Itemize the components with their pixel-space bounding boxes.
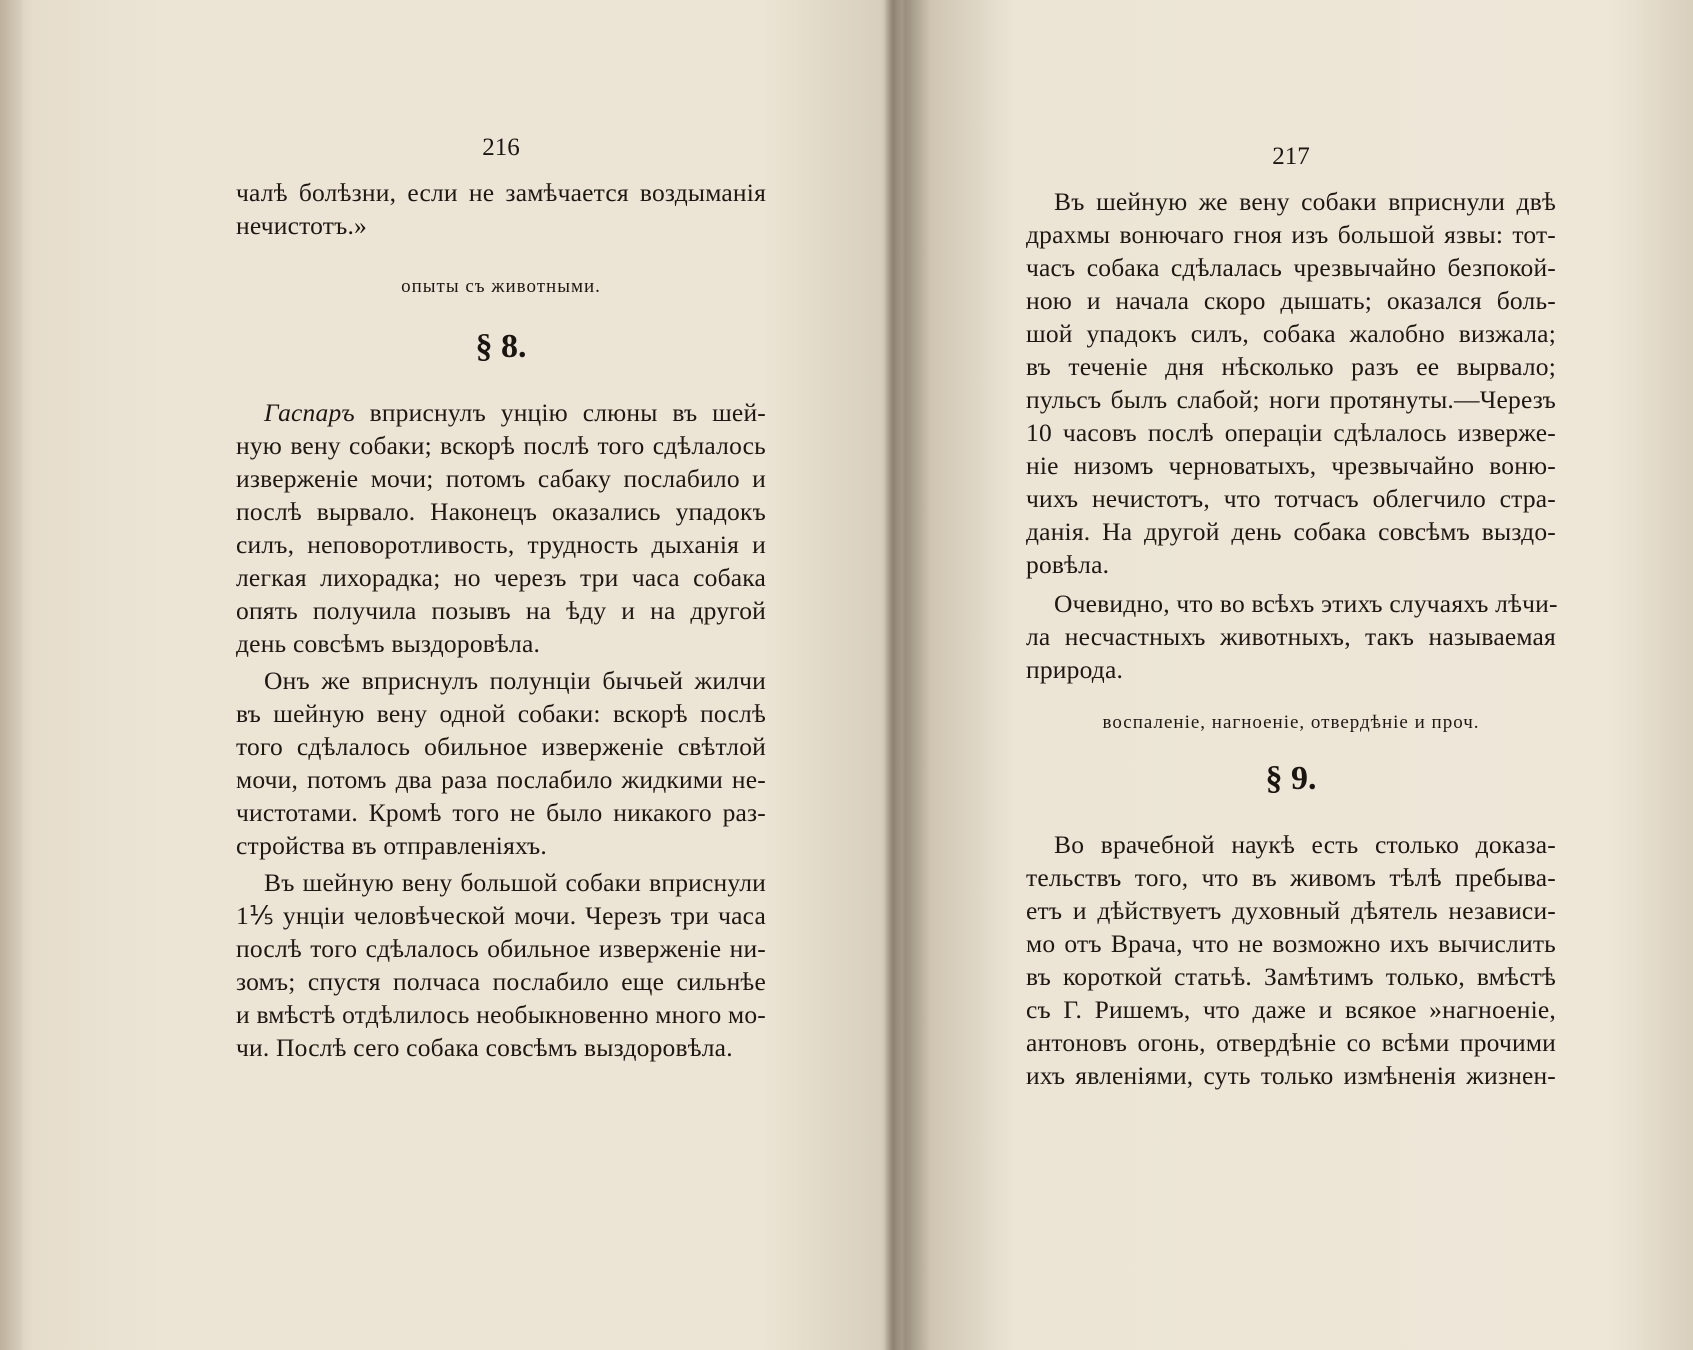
right-page bbox=[1026, 0, 1556, 1350]
right-heading: воспаленіе, нагноеніе, отвердѣніе и проч. bbox=[1102, 712, 1480, 733]
text-line: зомъ; спустя полчаса послабило еще сильнѣе bbox=[236, 967, 766, 996]
text-line: легкая лихорадка; но черезъ три часа собака bbox=[236, 563, 766, 592]
text-line: етъ и дѣйствуетъ духовный дѣятель независи- bbox=[1026, 896, 1556, 925]
left-intro bbox=[236, 176, 766, 242]
text-line: 1⅕ унціи человѣческой мочи. Черезъ три часа bbox=[236, 901, 766, 930]
left-paragraph-2 bbox=[236, 664, 766, 862]
text-line: чи. Послѣ сего собака совсѣмъ выздоровѣла. bbox=[236, 1033, 733, 1062]
right-paragraph-2 bbox=[1026, 587, 1556, 686]
text-line: часъ собака сдѣлалась чрезвычайно безпокой- bbox=[1026, 253, 1556, 282]
left-page-number: 216 bbox=[482, 134, 520, 161]
text-line: и вмѣстѣ отдѣлилось необыкновенно много мо- bbox=[236, 1000, 766, 1029]
text-line: антоновъ огонь, отвердѣніе со всѣми прочими bbox=[1026, 1028, 1556, 1057]
text-line: пульсъ былъ слабой; ноги протянуты.—Черезъ bbox=[1026, 385, 1556, 414]
text-line: Очевидно, что во всѣхъ этихъ случаяхъ лѣчи- bbox=[1054, 589, 1558, 618]
text-line: Во врачебной наукѣ есть столько доказа- bbox=[1054, 830, 1556, 859]
left-paragraph-3 bbox=[236, 866, 766, 1064]
right-paragraph-1 bbox=[1026, 185, 1556, 581]
text-line: въ короткой статьѣ. Замѣтимъ только, вмѣстѣ bbox=[1026, 962, 1556, 991]
text-line: того сдѣлалось обильное изверженіе свѣтлой bbox=[236, 732, 766, 761]
text-line bbox=[236, 396, 766, 429]
text-line: чихъ нечистотъ, что тотчасъ облегчило стра- bbox=[1026, 484, 1556, 513]
text-line: ла несчастныхъ животныхъ, такъ называемая bbox=[1026, 622, 1556, 651]
left-page bbox=[236, 0, 766, 1350]
text-line: ихъ явленіями, суть только измѣненія жизнен- bbox=[1026, 1061, 1556, 1090]
text-line: съ Г. Ришемъ, что даже и всякое »нагноеніе, bbox=[1026, 995, 1556, 1024]
text-line: мо отъ Врача, что не возможно ихъ вычислить bbox=[1026, 929, 1556, 958]
text-line: 10 часовъ послѣ операціи сдѣлалось изверже- bbox=[1026, 418, 1556, 447]
text-line: ную вену собаки; вскорѣ послѣ того сдѣлалось bbox=[236, 431, 766, 460]
text-line: силъ, неповоротливость, трудность дыханія и bbox=[236, 530, 766, 559]
text-line: въ теченіе дня нѣсколько разъ ее вырвало; bbox=[1026, 352, 1556, 381]
text-line: ною и начала скоро дышать; оказался боль- bbox=[1026, 286, 1556, 315]
section-8-heading: § 8. bbox=[475, 328, 527, 365]
text-line: шой упадокъ силъ, собака жалобно визжала; bbox=[1026, 319, 1556, 348]
text-line: Въ шейную вену большой собаки вприснули bbox=[264, 868, 766, 897]
text-line: данія. На другой день собака совсѣмъ выздо- bbox=[1026, 517, 1556, 546]
text-line: тельствъ того, что въ живомъ тѣлѣ пребыва- bbox=[1026, 863, 1556, 892]
text-line: природа. bbox=[1026, 655, 1124, 684]
text-line: послѣ вырвало. Наконецъ оказались упадокъ bbox=[236, 497, 766, 526]
author-name: Гаспаръ bbox=[264, 398, 355, 427]
text-line: нечистотъ.» bbox=[236, 211, 367, 240]
text-line: Въ шейную же вену собаки вприснули двѣ bbox=[1054, 187, 1556, 216]
text-line: чистотами. Кромѣ того не было никакого раз- bbox=[236, 798, 766, 827]
page-edge bbox=[0, 0, 22, 1350]
text-line: изверженіе мочи; потомъ сабаку послабило и bbox=[236, 464, 766, 493]
text-fragment: вприснулъ унцію слюны въ шей- bbox=[354, 398, 766, 427]
left-heading: опыты съ животными. bbox=[401, 276, 601, 297]
text-line: послѣ того сдѣлалось обильное изверженіе ни- bbox=[236, 934, 766, 963]
text-line: Онъ же вприснулъ полунціи бычьей жилчи bbox=[264, 666, 766, 695]
text-line: драхмы вонючаго гноя изъ большой язвы: тот- bbox=[1026, 220, 1556, 249]
text-line: чалѣ болѣзни, если не замѣчается воздыманія bbox=[236, 178, 766, 207]
text-line: день совсѣмъ выздоровѣла. bbox=[236, 629, 541, 658]
text-line: ніе низомъ черноватыхъ, чрезвычайно воню- bbox=[1026, 451, 1556, 480]
section-9-heading: § 9. bbox=[1265, 760, 1317, 797]
left-paragraph-1 bbox=[236, 396, 766, 660]
text-line: мочи, потомъ два раза послабило жидкими не- bbox=[236, 765, 766, 794]
text-line: въ шейную вену одной собаки: вскорѣ послѣ bbox=[236, 699, 766, 728]
text-line: стройства въ отправленіяхъ. bbox=[236, 831, 547, 860]
right-paragraph-3 bbox=[1026, 828, 1556, 1092]
book-gutter bbox=[884, 0, 902, 1350]
text-line: опять получила позывъ на ѣду и на другой bbox=[236, 596, 766, 625]
right-page-number: 217 bbox=[1272, 143, 1310, 170]
text-line: ровѣла. bbox=[1026, 550, 1110, 579]
